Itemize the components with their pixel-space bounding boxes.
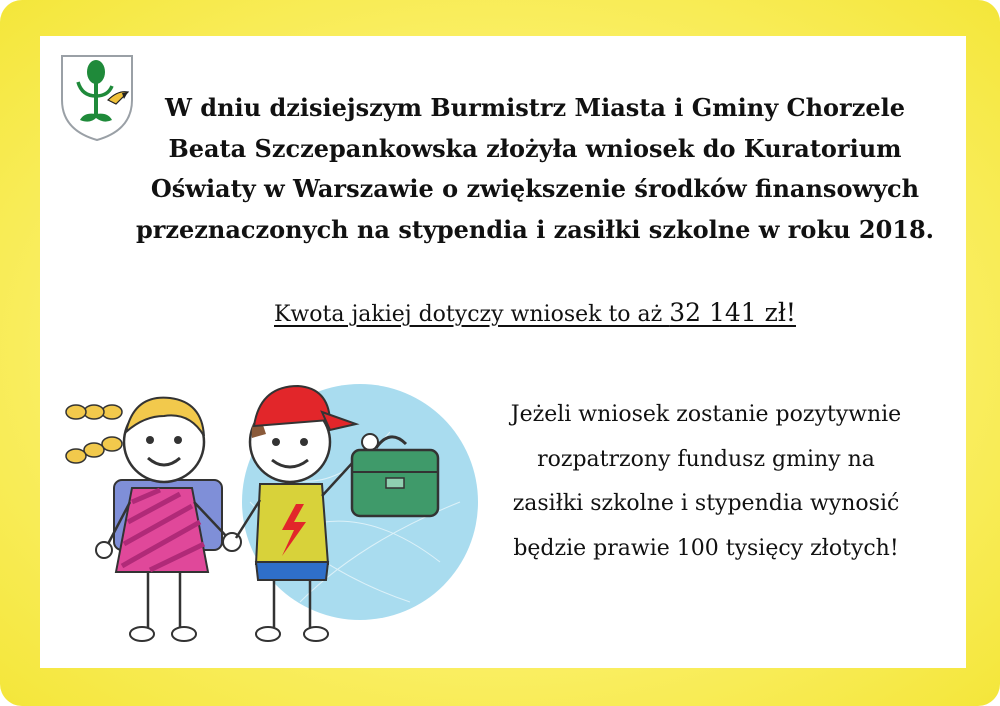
heading-line: przeznaczonych na stypendia i zasiłki szkolne w roku 2018. xyxy=(135,214,935,244)
amount-prefix: Kwota jakiej dotyczy wniosek to aż xyxy=(274,302,670,327)
info-line: Jeżeli wniosek zostanie pozytywnie xyxy=(510,402,902,427)
heading-line: Beata Szczepankowska złożyła wniosek do Kuratorium xyxy=(168,133,902,163)
coat-of-arms-icon xyxy=(58,52,136,142)
amount-value: 32 141 zł! xyxy=(669,298,796,327)
info-line: będzie prawie 100 tysięcy złotych! xyxy=(513,535,899,561)
amount-line xyxy=(240,298,830,327)
children-illustration xyxy=(60,372,480,658)
girl-figure xyxy=(66,398,228,641)
info-line: rozpatrzony fundusz gminy na xyxy=(537,446,875,472)
info-line: zasiłki szkolne i stypendia wynosić xyxy=(512,491,900,516)
heading-line: W dniu dzisiejszym Burmistrz Miasta i Gminy Chorzele xyxy=(165,93,905,122)
heading-line: Oświaty w Warszawie o zwiększenie środków finansowych xyxy=(150,174,920,203)
announcement-heading xyxy=(130,88,940,250)
info-paragraph xyxy=(466,393,946,571)
school-bag-icon xyxy=(352,437,438,516)
